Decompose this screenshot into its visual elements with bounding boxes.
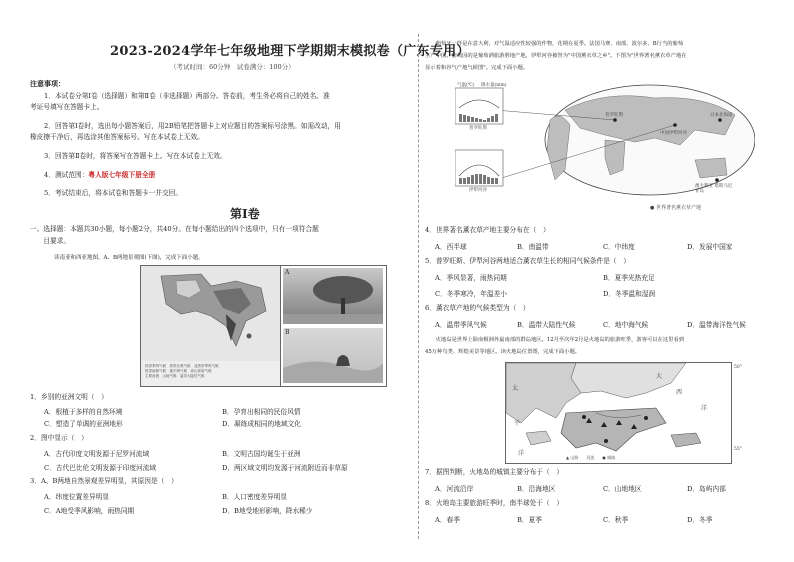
desert-graphic <box>283 328 383 383</box>
question-1: 1．乡别的亚洲文明（ ） <box>30 393 108 401</box>
notice-line <box>44 171 155 180</box>
photo-b: B <box>283 328 383 383</box>
option[interactable]: D．岛屿内部 <box>687 485 726 493</box>
landscape-photos <box>280 265 387 387</box>
option[interactable]: A．西半球 <box>435 243 467 251</box>
column-divider <box>418 34 420 539</box>
map-caption: ● 世界著名薰衣草产地 <box>650 205 701 211</box>
test-range: 粤人版七年级下册全册 <box>88 171 156 179</box>
option[interactable]: D．发展中国家 <box>687 243 733 251</box>
option[interactable]: C．塑造了单调的亚洲地形 <box>44 420 123 428</box>
tierra-del-fuego-map: 大 西 洋 太 平 洋 50° 55° ▲ 山脉 河流 ● 城镇 <box>505 362 732 464</box>
passage-line: 生产中国。葡萄园的是葡萄酒旅游胜地产地，伊犁河谷被誉为"中国薰衣草之乡"。下图为"世界著名薰衣草产地在 <box>425 53 687 59</box>
notice-line: 考证号填写在答题卡上。 <box>30 103 104 111</box>
option[interactable]: B．南温带 <box>517 243 549 251</box>
question-5: 5．普罗旺斯、伊犁河谷两地适合薰衣草生长的相同气候条件是（ ） <box>425 257 630 265</box>
passage-line: 45万种鸟类、辉煌美景等地区。读火地岛位置图，完成下面小题。 <box>425 349 581 355</box>
option[interactable]: C．冬季寒冷，年温差小 <box>435 290 507 298</box>
passage-line: 显示着和谷气产地气候图"。完成下面小题。 <box>425 65 529 71</box>
option[interactable]: B．孕育出相同的民俗风情 <box>222 408 301 416</box>
option[interactable]: B．夏季光热充足 <box>603 274 655 282</box>
option[interactable]: C．中纬度 <box>603 243 635 251</box>
page-title: 2023-2024学年七年级地理下学期期末模拟卷（广东专用） <box>110 44 470 59</box>
option[interactable]: A．古代印度文明发源于尼罗河流域 <box>44 450 150 458</box>
option[interactable]: C．古代巴比伦文明发源于印度河流域 <box>44 464 157 472</box>
option[interactable]: A．春季 <box>435 516 460 524</box>
option[interactable]: A．纬度位置差异明显 <box>44 493 110 501</box>
map-legend: 热带季风气候 热带沙漠气候 亚热带季风气候 热带雨林气候 地中海气候 高山高原气候 主要河流 山地气候 温带大陆性气候 <box>145 364 219 378</box>
option[interactable]: C．A地受季风影响，雨热同期 <box>44 507 135 515</box>
forest-graphic <box>283 268 383 324</box>
question-intro: 读南亚和西亚地图，A、B两地景观图(下图)，完成下面小题。 <box>54 255 204 261</box>
option[interactable]: B．温带大陆性气候 <box>517 321 576 329</box>
option[interactable]: A．温带季风气候 <box>435 321 487 329</box>
option[interactable]: C．秋季 <box>603 516 629 524</box>
photo-a: A <box>283 268 383 324</box>
notice-line: 2．回答第Ⅰ卷时，选出每小题答案后，用2B铅笔把答题卡上对应题目的答案标号涂黑。如需改动，用 <box>44 122 341 130</box>
option[interactable]: B．沿海地区 <box>517 485 556 493</box>
option[interactable]: C．地中海气候 <box>603 321 649 329</box>
map3-legend: ▲ 山脉 河流 ● 城镇 <box>566 455 616 460</box>
south-asia-map <box>140 265 282 387</box>
question-2: 2．图中显示（ ） <box>30 434 88 442</box>
notice4-prefix: 4．测试范围： <box>44 171 89 179</box>
notice-line: 3．回答第Ⅱ卷时，将答案写在答题卡上。写在本试卷上无效。 <box>44 152 227 160</box>
option[interactable]: D．温带海洋性气候 <box>687 321 746 329</box>
question-8: 8．火地岛主要旅游旺季时，南半球处于（ ） <box>425 499 564 507</box>
option[interactable]: A．河流沿岸 <box>435 485 474 493</box>
passage-line: 葡萄牙一样是在意大利，对气温适应性较强的作物，花期在夏季。法国马赛、南部、波尔多、B行当的葡萄 <box>425 41 684 47</box>
question-4: 4．世界著名薰衣草产地主要分布在（ ） <box>425 226 550 234</box>
option[interactable]: D．凝练成相同的地域文化 <box>222 420 301 428</box>
question-6: 6．薰衣草产地的气候类型为（ ） <box>425 304 530 312</box>
section-title: 第Ⅰ卷 <box>230 207 260 221</box>
option[interactable]: D．两区域文明均发源于河流附近而非草原 <box>222 464 348 472</box>
exam-meta: （考试时间：60分钟 试卷满分：100分） <box>170 63 295 71</box>
option[interactable]: B．文明古国均诞生于亚洲 <box>222 450 301 458</box>
notice-heading: 注意事项： <box>30 79 65 88</box>
option[interactable]: D．冬季温和湿润 <box>603 290 656 298</box>
option[interactable]: A．根植于多样的自然环境 <box>44 408 123 416</box>
option[interactable]: B．人口密度差异明显 <box>222 493 288 501</box>
lavender-map-figure: 气温(℃) 降水量(mm) 普罗旺斯 伊犁河谷 普罗旺斯 中国伊犁河谷 日本北海道 澳大利亚 塔斯马尼亚岛 ● 世界著名薰衣草产地 <box>455 80 755 215</box>
island-map-graphic <box>506 363 731 463</box>
notice-line: 1．本试卷分第Ⅰ卷（选择题）和第Ⅱ卷（非选择题）两部分。答卷前，考生务必将自己的姓名、准 <box>44 92 330 100</box>
notice-line: 橡皮擦干净后，再选涂其他答案标号。写在本试卷上无效。 <box>30 133 204 141</box>
option[interactable]: D．冬季 <box>687 516 713 524</box>
section-instructions: 目要求。 <box>30 237 71 245</box>
option[interactable]: D．B地受地形影响，降水稀少 <box>222 507 313 515</box>
option[interactable]: C．山地地区 <box>603 485 642 493</box>
option[interactable]: B．夏季 <box>517 516 542 524</box>
passage-line: 火地岛是世界上除南极洲外最南部的群岛地区。12月至次年2月是火地岛的旅游旺季，游客可以在这里看到 <box>425 337 685 343</box>
notice-line: 5．考试结束后，将本试卷和答题卡一并交回。 <box>44 189 183 197</box>
section-instructions: 一、选择题：本题共30小题，每小题2分，共40分。在每小题给出的四个选项中，只有一项符合题 <box>30 225 319 233</box>
question-3: 3．A、B两地自然景观差异明显，其原因是（ ） <box>30 477 178 485</box>
question-7: 7．据图判断，火地岛的城镇主要分布于（ ） <box>425 468 564 476</box>
world-map-graphic <box>455 80 755 215</box>
option[interactable]: A．季风显著，雨热同期 <box>435 274 507 282</box>
map-graphic <box>141 266 281 361</box>
